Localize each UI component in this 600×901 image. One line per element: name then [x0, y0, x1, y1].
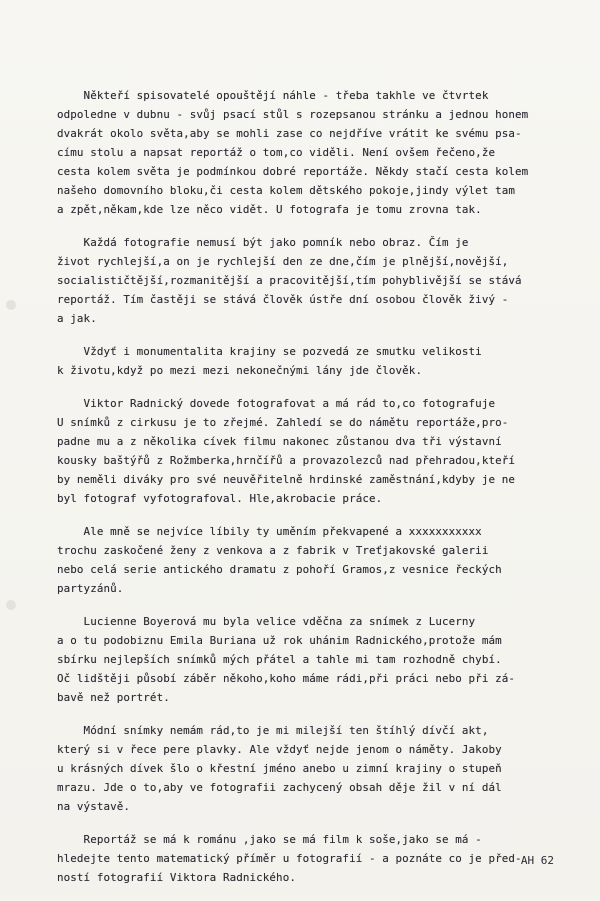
text-line: Někteří spisovatelé opouštějí náhle - třeba takhle ve čtvrtek	[57, 89, 489, 102]
text-line: a zpět,někam,kde lze něco vidět. U fotografa je tomu zrovna tak.	[57, 203, 482, 216]
text-line: Vždyť i monumentalita krajiny se pozvedá ze smutku velikosti	[57, 345, 482, 358]
paragraph-8	[57, 830, 597, 887]
text-line: hledejte tento matematický příměr u fotografií - a poznáte co je před-	[57, 852, 522, 865]
paragraph-6	[57, 612, 597, 707]
text-line: Viktor Radnický dovede fotografovat a má rád to,co fotografuje	[57, 397, 496, 410]
text-line: Reportáž se má k románu ,jako se má film k soše,jako se má -	[57, 833, 482, 846]
text-line: Lucienne Boyerová mu byla velice vděčna za snímek z Lucerny	[57, 615, 476, 628]
text-line: partyzánů.	[57, 582, 124, 595]
text-line: socialističtější,rozmanitější a pracovitější,tím pohyblivější se stává	[57, 274, 522, 287]
paragraph-7	[57, 721, 597, 816]
typewritten-text	[57, 86, 597, 901]
text-line: dvakrát okolo světa,aby se mohli zase co nejdříve vrátit ke svému psa-	[57, 127, 522, 140]
text-line: nebo celá serie antického dramatu z pohoří Gramos,z vesnice řeckých	[57, 563, 502, 576]
text-line: u krásných dívek šlo o křestní jméno anebo u zimní krajiny o stupeň	[57, 762, 502, 775]
text-line: cesta kolem světa je podmínkou dobré reportáže. Někdy stačí cesta kolem	[57, 165, 529, 178]
text-line: k životu,když po mezi mezi nekonečnými lány jde člověk.	[57, 364, 423, 377]
punch-hole	[6, 600, 16, 610]
punch-hole	[6, 300, 16, 310]
page-number: AH 62	[520, 854, 554, 867]
text-line: ností fotografií Viktora Radnického.	[57, 871, 296, 884]
text-line: odpoledne v dubnu - svůj psací stůl s rozepsanou stránku a jednou honem	[57, 108, 529, 121]
text-line: trochu zaskočené ženy z venkova a z fabrik v Treťjakovské galerii	[57, 544, 489, 557]
text-line: U snímků z cirkusu je to zřejmé. Zahledí se do námětu reportáže,pro-	[57, 416, 509, 429]
text-line: Módní snímky nemám rád,to je mi milejší ten štíhlý dívčí akt,	[57, 724, 489, 737]
paragraph-2	[57, 233, 597, 328]
text-line: který si v řece pere plavky. Ale vždyť nejde jenom o náměty. Jakoby	[57, 743, 502, 756]
text-line: a o tu podobiznu Emila Buriana už rok uhánim Radnického,protože mám	[57, 634, 502, 647]
text-line: na výstavě.	[57, 800, 131, 813]
text-line: by neměli diváky pro své neuvěřitelně hrdinské zaměstnání,kdyby je ne	[57, 473, 516, 486]
paragraph-4	[57, 394, 597, 508]
text-line: život rychlejší,a on je rychlejší den ze dne,čím je plnější,novější,	[57, 255, 509, 268]
text-line: címu stolu a napsat reportáž o tom,co viděli. Není ovšem řečeno,že	[57, 146, 496, 159]
text-line: bavě než portrét.	[57, 691, 170, 704]
paragraph-1	[57, 86, 597, 219]
text-line: sbírku nejlepších snímků mých přátel a tahle mi tam rozhodně chybí.	[57, 653, 502, 666]
text-line: kousky baštýřů z Rožmberka,hrnčířů a provazolezců nad přehradou,kteří	[57, 454, 516, 467]
text-line: a jak.	[57, 312, 97, 325]
text-line: reportáž. Tím častěji se stává člověk ústře dní osobou člověk živý -	[57, 293, 509, 306]
text-line: Ale mně se nejvíce líbily ty uměním překvapené a xxxxxxxxxxx	[57, 525, 482, 538]
paragraph-5	[57, 522, 597, 598]
text-line: Oč lidštěji působí záběr někoho,koho máme rádi,při práci nebo při zá-	[57, 672, 516, 685]
text-line: mrazu. Jde o to,aby ve fotografii zachycený obsah děje žil v ní dál	[57, 781, 502, 794]
text-line: byl fotograf vyfotografoval. Hle,akrobacie práce.	[57, 492, 383, 505]
text-line: Každá fotografie nemusí být jako pomník nebo obraz. Čím je	[57, 236, 469, 249]
paragraph-3	[57, 342, 597, 380]
text-line: padne mu a z několika cívek filmu nakonec zůstanou dva tři výstavní	[57, 435, 502, 448]
text-line: našeho domovního bloku,či cesta kolem dětského pokoje,jindy výlet tam	[57, 184, 516, 197]
